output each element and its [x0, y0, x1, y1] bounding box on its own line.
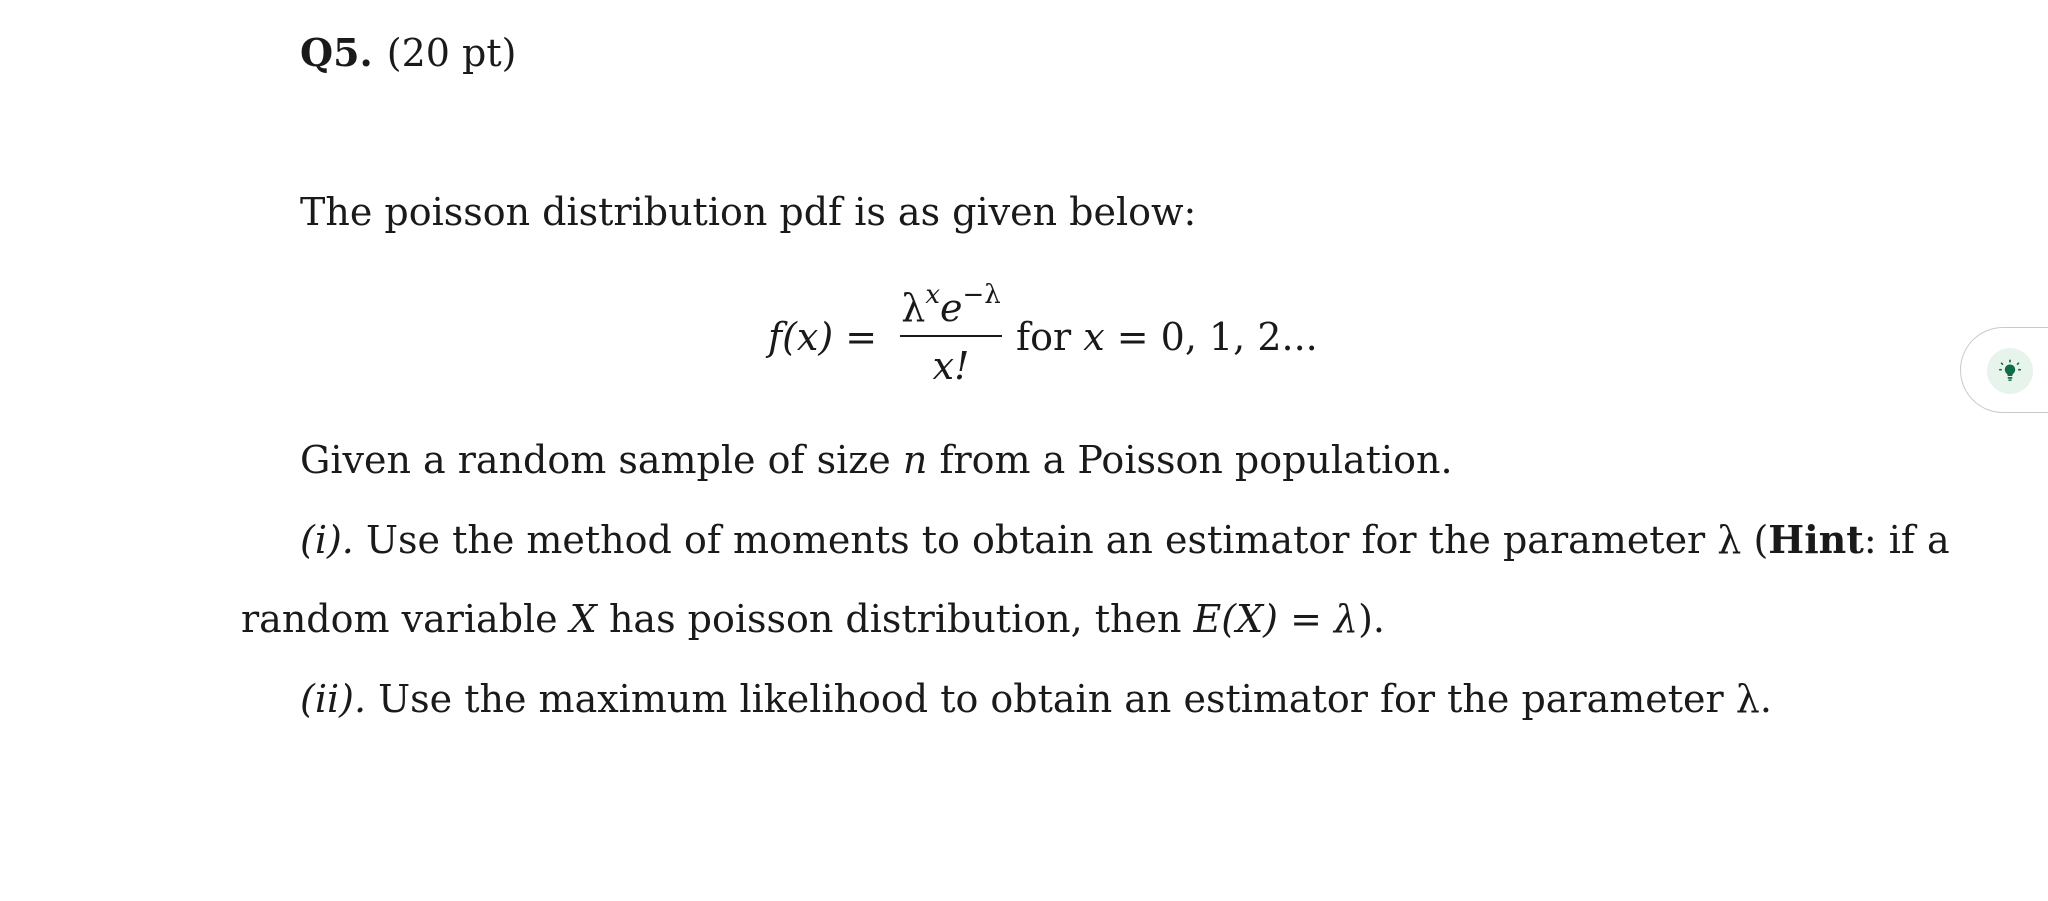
part-i-line2-mid: has poisson distribution, then [608, 597, 1182, 641]
formula-denominator: x! [932, 344, 970, 388]
part-i-line1 [300, 517, 1950, 562]
part-i-hint-bold: Hint [1768, 517, 1864, 562]
intro-text: The poisson distribution pdf is as given below: [300, 190, 1197, 234]
formula-rhs-for: for [1016, 315, 1072, 359]
given-post: from a Poisson population. [939, 438, 1453, 482]
formula-rhs [1016, 315, 1318, 359]
part-i-text1: Use the method of moments to obtain an estimator for the parameter λ ( [365, 518, 1769, 562]
numerator-e: e [940, 286, 963, 330]
given-var-n: n [902, 438, 928, 482]
formula-rhs-var: x [1083, 315, 1105, 359]
part-i-line2-expr: E(X) = λ [1193, 597, 1359, 641]
given-statement [300, 438, 1453, 482]
numerator-exponent-neg-lambda: −λ [962, 280, 1001, 311]
lightbulb-icon [1987, 348, 2033, 394]
question-points: (20 pt) [386, 31, 517, 75]
part-i-line2-pre: random variable [241, 597, 558, 641]
fraction-bar [900, 335, 1002, 337]
part-i-label: (i). [300, 518, 354, 562]
part-i-line2 [241, 597, 1385, 641]
part-i-line2-post: ). [1358, 597, 1385, 641]
formula-fraction [900, 280, 1002, 388]
part-ii-label: (ii). [300, 677, 367, 721]
numerator-lambda: λ [901, 286, 926, 330]
formula-numerator [900, 280, 1002, 330]
hint-button[interactable] [1960, 327, 2048, 413]
question-number: Q5. [300, 30, 373, 75]
formula-rhs-values: = 0, 1, 2... [1116, 315, 1318, 359]
given-pre: Given a random sample of size [300, 438, 891, 482]
part-ii-text: Use the maximum likelihood to obtain an estimator for the parameter λ. [378, 677, 1772, 721]
formula-lhs [768, 315, 877, 359]
part-i-text2: : if a [1863, 518, 1950, 562]
lightbulb-icon-svg [1996, 357, 2024, 385]
numerator-exponent-x: x [925, 280, 940, 311]
part-ii-line [300, 677, 1772, 721]
formula-lhs-text: f(x) = [768, 315, 878, 359]
part-i-line2-var: X [569, 597, 597, 641]
question-heading [300, 30, 517, 75]
